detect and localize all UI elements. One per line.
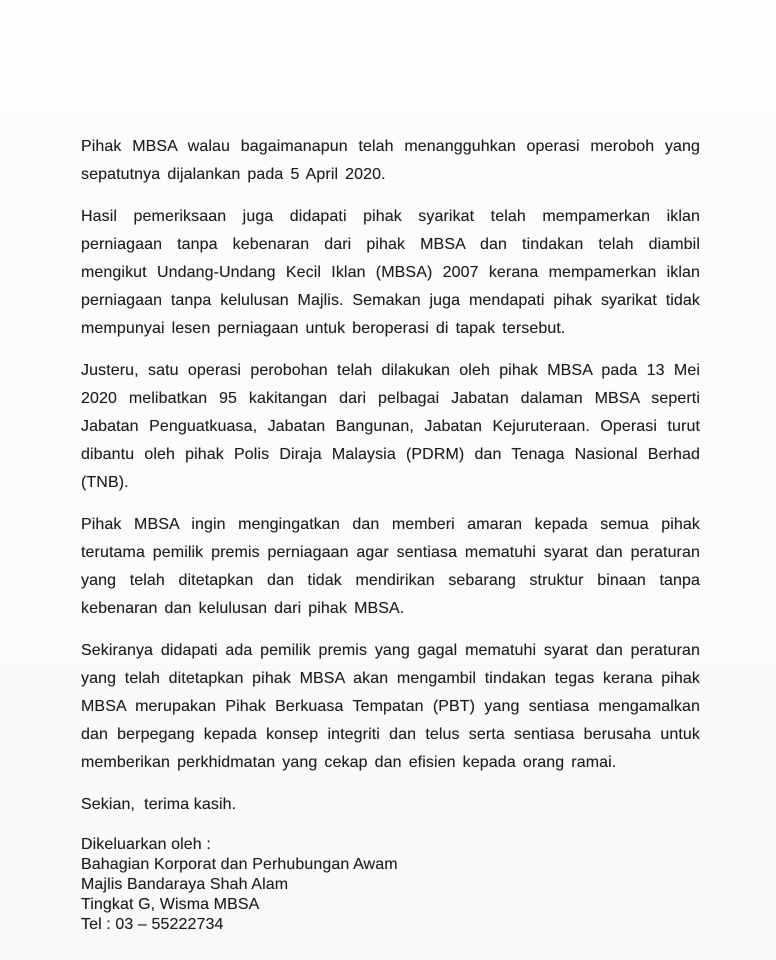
paragraph-warning: Pihak MBSA ingin mengingatkan dan memberi amaran kepada semua pihak terutama pemilik premis perniagaan agar sentiasa mematuhi syarat dan peraturan yang telah ditetapkan dan tidak mendirikan sebarang struktur binaan tanpa kebenaran dan kelulusan dari pihak MBSA. (81, 516, 700, 617)
issued-by-organisation: Majlis Bandaraya Shah Alam (81, 876, 289, 893)
issued-by-address: Tingkat G, Wisma MBSA (81, 896, 260, 913)
issued-by-telephone: Tel : 03 – 55222734 (81, 916, 224, 933)
paragraph-enforcement-commitment: Sekiranya didapati ada pemilik premis yang gagal mematuhi syarat dan peraturan yang telah ditetapkan pihak MBSA akan mengambil tindakan tegas kerana pihak MBSA merupakan Pihak Berkuasa Tempatan (PBT) yang sentiasa mengamalkan dan berpegang kepada konsep integriti dan telus serta sentiasa berusaha untuk memberikan perkhidmatan yang cekap dan efisien kepada orang ramai. (81, 642, 700, 771)
paragraph-inspection-findings: Hasil pemeriksaan juga didapati pihak syarikat telah mempamerkan iklan perniagaan tanpa kebenaran dari pihak MBSA dan tindakan telah diambil mengikut Undang-Undang Kecil Iklan (MBSA) 2007 kerana mempamerkan iklan perniagaan tanpa kelulusan Majlis. Semakan juga mendapati pihak syarikat tidak mempunyai lesen perniagaan untuk beroperasi di tapak tersebut. (81, 208, 700, 337)
closing-line: Sekian, terima kasih. (81, 796, 237, 813)
issued-by-label: Dikeluarkan oleh : (81, 836, 211, 853)
document-body (81, 133, 700, 935)
paragraph-demolition-operation: Justeru, satu operasi perobohan telah dilakukan oleh pihak MBSA pada 13 Mei 2020 melibatkan 95 kakitangan dari pelbagai Jabatan dalaman MBSA seperti Jabatan Penguatkuasa, Jabatan Bangunan, Jabatan Kejuruteraan. Operasi turut dibantu oleh pihak Polis Diraja Malaysia (PDRM) dan Tenaga Nasional Berhad (TNB). (81, 362, 700, 491)
issued-by-block (81, 835, 700, 935)
issued-by-department: Bahagian Korporat dan Perhubungan Awam (81, 856, 398, 873)
paragraph-postponement: Pihak MBSA walau bagaimanapun telah menangguhkan operasi meroboh yang sepatutnya dijalankan pada 5 April 2020. (81, 138, 700, 183)
